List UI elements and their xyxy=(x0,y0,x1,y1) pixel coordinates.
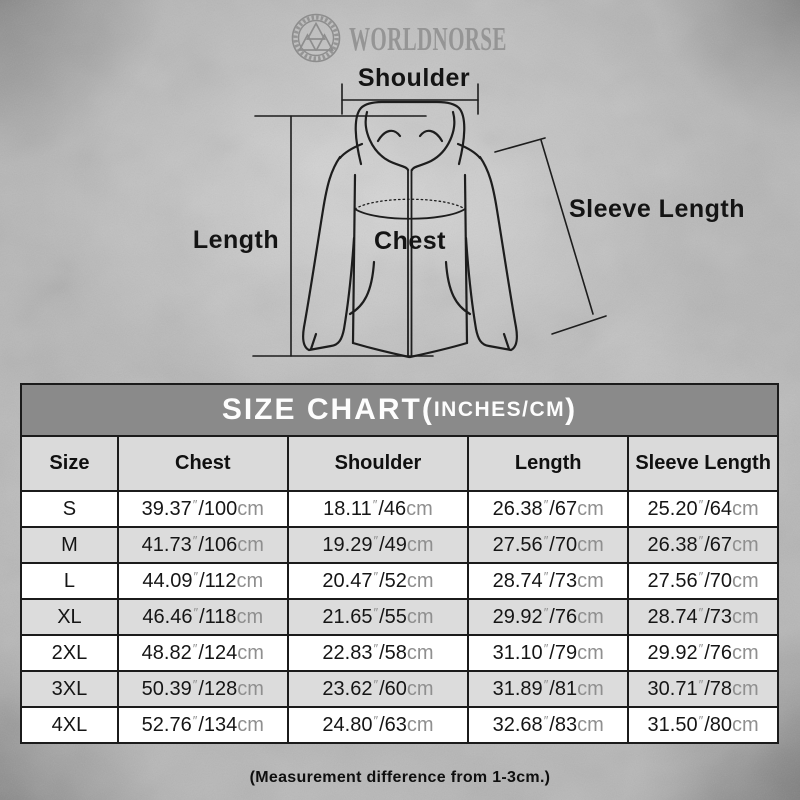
inch-mark: ″ xyxy=(543,497,549,512)
measurement-cell xyxy=(118,599,288,635)
inch-value: 46.46 xyxy=(142,606,193,628)
measurement-cell xyxy=(628,671,777,707)
inch-value: 20.47 xyxy=(322,570,373,592)
cm-unit: cm xyxy=(406,678,434,700)
inch-value: 31.89 xyxy=(492,678,543,700)
inch-value: 24.80 xyxy=(322,714,373,736)
measurement-cell xyxy=(288,491,468,527)
inch-value: 27.56 xyxy=(647,570,698,592)
measurement-cell xyxy=(118,491,288,527)
cm-unit: cm xyxy=(406,534,434,556)
inch-mark: ″ xyxy=(373,677,379,692)
cm-unit: cm xyxy=(732,642,759,664)
chest-label: Chest xyxy=(374,227,446,255)
cm-unit: cm xyxy=(236,570,264,592)
inch-mark: ″ xyxy=(698,641,704,656)
cm-unit: cm xyxy=(732,678,759,700)
measurement-cell xyxy=(468,563,628,599)
column-header-size: Size xyxy=(22,437,118,491)
cm-value: /49 xyxy=(379,534,407,556)
inch-mark: ″ xyxy=(192,677,198,692)
cm-unit: cm xyxy=(732,534,759,556)
inch-mark: ″ xyxy=(543,713,549,728)
valknut-logo-icon xyxy=(289,11,343,65)
column-header-sleeve-length: Sleeve Length xyxy=(628,437,777,491)
cm-unit: cm xyxy=(406,714,434,736)
inch-mark: ″ xyxy=(192,497,198,512)
measurement-cell xyxy=(628,635,777,671)
inch-mark: ″ xyxy=(698,497,704,512)
inch-mark: ″ xyxy=(373,533,379,548)
cm-value: /118 xyxy=(199,606,237,628)
cm-value: /70 xyxy=(704,570,733,592)
cm-unit: cm xyxy=(577,714,604,736)
title-close-paren: ) xyxy=(565,393,578,426)
measurement-cell xyxy=(468,491,628,527)
inch-mark: ″ xyxy=(373,569,379,584)
measurement-cell xyxy=(288,671,468,707)
inch-mark: ″ xyxy=(698,605,704,620)
measurement-cell xyxy=(118,563,288,599)
length-label: Length xyxy=(192,226,280,254)
cm-value: /80 xyxy=(704,714,733,736)
measurement-cell xyxy=(468,635,628,671)
inch-value: 44.09 xyxy=(142,570,193,592)
cm-unit: cm xyxy=(732,606,759,628)
inch-value: 32.68 xyxy=(492,714,543,736)
inch-mark: ″ xyxy=(193,605,199,620)
cm-unit: cm xyxy=(732,570,759,592)
cm-unit: cm xyxy=(406,606,434,628)
cm-unit: cm xyxy=(577,606,604,628)
measurement-cell xyxy=(628,491,777,527)
inch-value: 29.92 xyxy=(492,606,543,628)
size-cell: S xyxy=(22,491,118,527)
inch-value: 41.73 xyxy=(141,534,192,556)
inch-value: 52.76 xyxy=(141,714,192,736)
table-row xyxy=(22,599,777,635)
cm-value: /76 xyxy=(549,606,578,628)
measurement-cell xyxy=(468,527,628,563)
cm-value: /128 xyxy=(198,678,238,700)
cm-value: /134 xyxy=(198,714,238,736)
inch-value: 50.39 xyxy=(141,678,192,700)
measurement-note: (Measurement difference from 1-3cm.) xyxy=(249,769,551,786)
table-row xyxy=(22,527,777,563)
measurement-cell xyxy=(118,707,288,742)
brand-header xyxy=(0,0,800,70)
cm-unit: cm xyxy=(237,678,264,700)
table-row xyxy=(22,491,777,527)
column-header-shoulder: Shoulder xyxy=(288,437,468,491)
cm-unit: cm xyxy=(237,714,264,736)
inch-mark: ″ xyxy=(698,677,704,692)
inch-value: 19.29 xyxy=(322,534,373,556)
measurement-cell xyxy=(118,671,288,707)
column-header-chest: Chest xyxy=(118,437,288,491)
cm-value: /46 xyxy=(378,498,407,520)
size-chart-title xyxy=(22,385,777,437)
inch-mark: ″ xyxy=(193,569,199,584)
inch-value: 22.83 xyxy=(322,642,373,664)
cm-unit: cm xyxy=(732,498,759,520)
cm-unit: cm xyxy=(577,534,604,556)
measurement-cell xyxy=(468,707,628,742)
inch-value: 25.20 xyxy=(647,498,698,520)
cm-value: /73 xyxy=(549,570,578,592)
column-header-length: Length xyxy=(468,437,628,491)
measurement-cell xyxy=(288,707,468,742)
cm-value: /78 xyxy=(704,678,733,700)
sleeve-length-label: Sleeve Length xyxy=(569,195,745,223)
cm-unit: cm xyxy=(732,714,759,736)
inch-value: 18.11 xyxy=(323,498,372,520)
measurement-cell xyxy=(288,527,468,563)
column-header-row xyxy=(22,437,777,491)
cm-value: /63 xyxy=(379,714,407,736)
inch-value: 23.62 xyxy=(322,678,373,700)
inch-mark: ″ xyxy=(372,497,378,512)
size-cell: L xyxy=(22,563,118,599)
inch-value: 27.56 xyxy=(492,534,543,556)
measurement-cell xyxy=(118,527,288,563)
inch-value: 28.74 xyxy=(647,606,698,628)
inch-mark: ″ xyxy=(543,533,549,548)
size-cell: 3XL xyxy=(22,671,118,707)
inch-value: 29.92 xyxy=(647,642,698,664)
cm-unit: cm xyxy=(577,678,604,700)
measurement-cell xyxy=(288,563,468,599)
size-cell: M xyxy=(22,527,118,563)
cm-value: /55 xyxy=(379,606,407,628)
cm-unit: cm xyxy=(236,606,264,628)
cm-value: /67 xyxy=(549,498,578,520)
cm-value: /76 xyxy=(704,642,733,664)
title-units: INCHES/CM xyxy=(433,398,566,421)
cm-value: /70 xyxy=(549,534,578,556)
size-chart-panel xyxy=(20,383,779,744)
table-row xyxy=(22,707,777,742)
cm-unit: cm xyxy=(577,498,604,520)
cm-unit: cm xyxy=(237,642,264,664)
cm-unit: cm xyxy=(577,642,604,664)
measurement-cell xyxy=(118,635,288,671)
inch-value: 26.38 xyxy=(647,534,698,556)
cm-value: /106 xyxy=(198,534,238,556)
cm-value: /58 xyxy=(379,642,407,664)
measurement-cell xyxy=(628,707,777,742)
inch-mark: ″ xyxy=(192,533,198,548)
cm-unit: cm xyxy=(577,570,604,592)
brand-wordmark: WORLDNORSE xyxy=(349,21,507,58)
measurement-cell xyxy=(288,635,468,671)
inch-value: 30.71 xyxy=(647,678,698,700)
inch-mark: ″ xyxy=(373,713,379,728)
size-cell: 4XL xyxy=(22,707,118,742)
cm-value: /73 xyxy=(704,606,733,628)
inch-mark: ″ xyxy=(698,533,704,548)
measurement-cell xyxy=(628,599,777,635)
cm-value: /83 xyxy=(549,714,578,736)
measurement-cell xyxy=(468,599,628,635)
table-row xyxy=(22,635,777,671)
cm-value: /124 xyxy=(198,642,238,664)
inch-mark: ″ xyxy=(543,641,549,656)
inch-value: 48.82 xyxy=(141,642,192,664)
cm-value: /67 xyxy=(704,534,733,556)
cm-value: /64 xyxy=(704,498,733,520)
cm-unit: cm xyxy=(406,570,434,592)
cm-value: /52 xyxy=(379,570,407,592)
inch-value: 28.74 xyxy=(492,570,543,592)
inch-mark: ″ xyxy=(698,713,704,728)
inch-mark: ″ xyxy=(192,713,198,728)
inch-mark: ″ xyxy=(373,605,379,620)
inch-mark: ″ xyxy=(698,569,704,584)
table-row xyxy=(22,563,777,599)
inch-mark: ″ xyxy=(543,569,549,584)
measurement-cell xyxy=(468,671,628,707)
cm-value: /79 xyxy=(549,642,578,664)
measurement-cell xyxy=(288,599,468,635)
cm-unit: cm xyxy=(406,498,433,520)
cm-unit: cm xyxy=(237,498,264,520)
inch-mark: ″ xyxy=(373,641,379,656)
table-row xyxy=(22,671,777,707)
inch-value: 31.10 xyxy=(492,642,543,664)
cm-value: /100 xyxy=(198,498,238,520)
size-chart-table xyxy=(22,437,777,742)
inch-mark: ″ xyxy=(543,605,549,620)
inch-value: 31.50 xyxy=(647,714,698,736)
title-main: SIZE CHART( xyxy=(221,393,434,426)
inch-value: 26.38 xyxy=(492,498,543,520)
shoulder-label: Shoulder xyxy=(357,64,471,92)
cm-unit: cm xyxy=(237,534,264,556)
measurement-cell xyxy=(628,563,777,599)
inch-value: 21.65 xyxy=(322,606,373,628)
inch-mark: ″ xyxy=(543,677,549,692)
inch-value: 39.37 xyxy=(141,498,192,520)
size-cell: 2XL xyxy=(22,635,118,671)
cm-value: /60 xyxy=(379,678,407,700)
size-cell: XL xyxy=(22,599,118,635)
cm-value: /81 xyxy=(549,678,578,700)
inch-mark: ″ xyxy=(192,641,198,656)
cm-value: /112 xyxy=(199,570,237,592)
measurement-cell xyxy=(628,527,777,563)
cm-unit: cm xyxy=(406,642,434,664)
